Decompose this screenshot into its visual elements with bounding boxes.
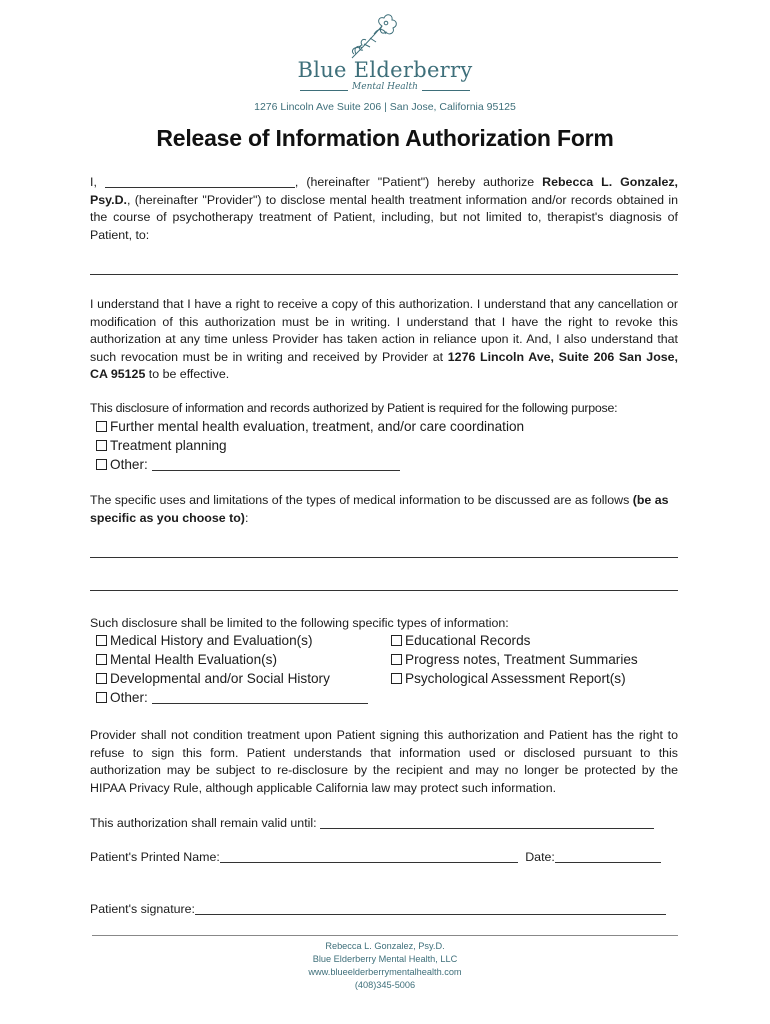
checkbox[interactable]: [96, 635, 107, 646]
info-type-label: Medical History and Evaluation(s): [110, 633, 313, 648]
date-input[interactable]: [555, 851, 661, 863]
valid-until-field: [90, 816, 678, 830]
brand-name: Blue Elderberry: [297, 58, 473, 82]
purpose-option[interactable]: [96, 437, 227, 455]
info-type-label: Mental Health Evaluation(s): [110, 652, 277, 667]
brand-tagline: Mental Health: [352, 82, 418, 92]
purpose-option-label: Treatment planning: [110, 438, 227, 453]
signature-label: Patient's signature:: [90, 902, 195, 916]
footer-company: Blue Elderberry Mental Health, LLC: [312, 954, 458, 964]
uses-blank-line[interactable]: [90, 590, 678, 591]
intro-prefix: I,: [90, 175, 97, 189]
recipient-blank-line[interactable]: [90, 274, 678, 275]
intro-paragraph: [90, 174, 678, 244]
info-type-option[interactable]: [96, 651, 277, 669]
purpose-option-label: Further mental health evaluation, treatment, and/or care coordination: [110, 419, 525, 434]
purpose-option[interactable]: [96, 418, 524, 436]
checkbox[interactable]: [96, 421, 107, 432]
info-type-option[interactable]: [96, 689, 368, 707]
checkbox[interactable]: [391, 654, 402, 665]
uses-heading: [90, 492, 678, 527]
footer-divider: [92, 935, 678, 936]
checkbox[interactable]: [391, 673, 402, 684]
info-type-option[interactable]: [391, 632, 530, 650]
checkbox[interactable]: [96, 673, 107, 684]
printed-name-field: [90, 850, 678, 864]
purpose-option[interactable]: [96, 456, 400, 474]
brand-logo: [290, 10, 480, 100]
valid-until-label: This authorization shall remain valid until:: [90, 816, 317, 830]
checkbox[interactable]: [96, 459, 107, 470]
checkbox[interactable]: [96, 692, 107, 703]
printed-name-label: Patient's Printed Name:: [90, 850, 220, 864]
info-type-label: Educational Records: [405, 633, 531, 648]
info-type-label: Developmental and/or Social History: [110, 671, 330, 686]
purpose-heading: This disclosure of information and records authorized by Patient is required for the following purpose:: [90, 401, 618, 415]
valid-until-input[interactable]: [320, 817, 654, 829]
uses-heading-text: The specific uses and limitations of the types of medical information to be discussed are as follows: [90, 493, 630, 507]
page-title: Release of Information Authorization Form: [156, 125, 614, 151]
conditions-paragraph: Provider shall not condition treatment upon Patient signing this authorization and Patient has the right to refuse to sign this form. Patient understands that information used or disclosed pursuant to this authorization may be subject to re-disclosure by the recipient and may no longer be protected by the HIPAA Privacy Rule, although applicable California law may protect such information.: [90, 728, 678, 795]
date-label: Date:: [525, 850, 555, 864]
intro-rest: , (hereinafter "Provider") to disclose mental health treatment information and/or records obtained in the course of psychotherapy treatment of Patient, including, but not limited to, therapist's diagnosis of Patient, to:: [90, 192, 678, 242]
info-type-label: Progress notes, Treatment Summaries: [405, 652, 638, 667]
info-type-option[interactable]: [391, 670, 626, 688]
printed-name-input[interactable]: [220, 851, 518, 863]
info-type-option[interactable]: [391, 651, 638, 669]
footer-phone: (408)345-5006: [354, 980, 416, 990]
info-type-option[interactable]: [96, 670, 330, 688]
footer-website[interactable]: www.blueelderberrymentalhealth.com: [308, 967, 462, 977]
signature-input[interactable]: [195, 903, 666, 915]
provider-name: Rebecca L. Gonzalez, Psy.D.: [90, 175, 678, 207]
rights-text: I understand that I have a right to receive a copy of this authorization. I understand that any cancellation or modification of this authorization must be in writing. I understand that I have the right to revoke this authorization at any time unless Provider has taken action in reliance upon it. And, I also understand that such revocation must be in writing and received by Provider at: [90, 297, 678, 364]
info-types-heading: Such disclosure shall be limited to the following specific types of information:: [90, 616, 509, 630]
provider-address: 1276 Lincoln Ave, Suite 206 San Jose, CA 95125: [90, 349, 678, 382]
intro-mid: , (hereinafter "Patient") hereby authorize: [294, 175, 535, 189]
uses-heading-end: :: [244, 510, 249, 525]
uses-heading-bold: (be as specific as you choose to): [90, 493, 669, 525]
footer-name: Rebecca L. Gonzalez, Psy.D.: [325, 941, 445, 951]
info-type-label: Other:: [110, 690, 148, 705]
purpose-option-label: Other:: [110, 457, 148, 472]
uses-blank-line[interactable]: [90, 557, 678, 558]
info-type-option[interactable]: [96, 632, 312, 650]
checkbox[interactable]: [96, 440, 107, 451]
other-info-blank[interactable]: [152, 692, 368, 704]
header-address: 1276 Lincoln Ave Suite 206 | San Jose, California 95125: [254, 101, 516, 113]
rights-paragraph: [90, 296, 678, 384]
checkbox[interactable]: [96, 654, 107, 665]
patient-name-blank[interactable]: [105, 176, 295, 188]
info-type-label: Psychological Assessment Report(s): [405, 671, 626, 686]
signature-field: [90, 902, 678, 916]
rights-text-end: to be effective.: [148, 367, 230, 382]
other-purpose-blank[interactable]: [152, 459, 400, 471]
checkbox[interactable]: [391, 635, 402, 646]
